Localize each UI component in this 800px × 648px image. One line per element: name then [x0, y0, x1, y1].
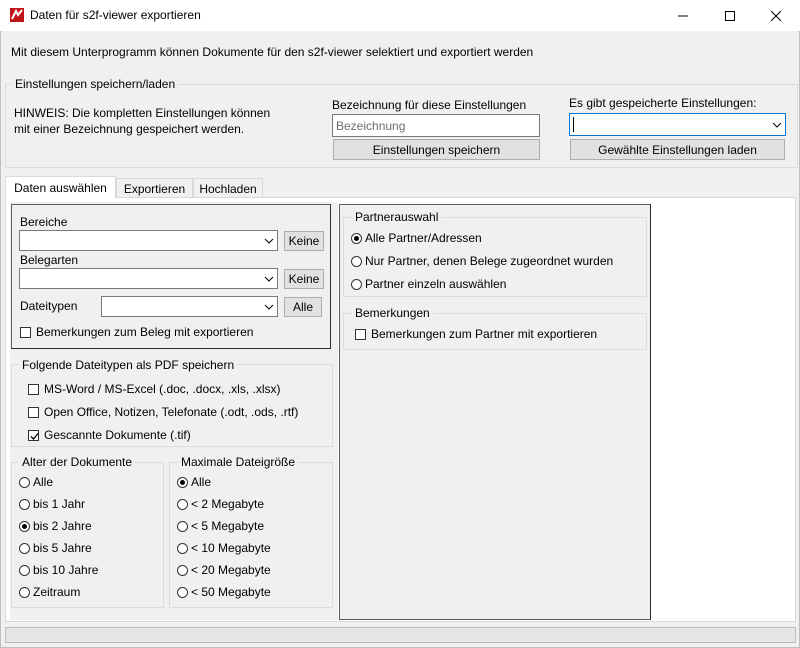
remarks-legend: Bemerkungen	[352, 306, 433, 320]
settings-legend: Einstellungen speichern/laden	[12, 77, 178, 91]
radio-dot	[19, 565, 30, 576]
age-option-zeitraum[interactable]	[19, 585, 80, 599]
right-area	[651, 204, 791, 620]
size-option-50mb[interactable]	[177, 585, 271, 599]
size-option-alle[interactable]	[177, 475, 211, 489]
bemerkungen-partner-checkbox[interactable]	[355, 327, 597, 341]
load-settings-button[interactable]: Gewählte Einstellungen laden	[570, 139, 785, 160]
pdf-scanned-label: Gescannte Dokumente (.tif)	[44, 428, 191, 442]
age-legend: Alter der Dokumente	[19, 455, 135, 469]
pdf-openoffice-label: Open Office, Notizen, Telefonate (.odt, .ods, .rtf)	[44, 405, 299, 419]
size-legend: Maximale Dateigröße	[178, 455, 298, 469]
radio-dot	[19, 521, 30, 532]
partner-option-label: Partner einzeln auswählen	[365, 277, 507, 291]
radio-dot	[177, 499, 188, 510]
age-option-label: Zeitraum	[33, 585, 81, 599]
dateitypen-select[interactable]	[101, 296, 278, 317]
bemerkungen-beleg-label: Bemerkungen zum Beleg mit exportieren	[36, 325, 254, 339]
radio-dot	[351, 279, 362, 290]
size-option-2mb[interactable]	[177, 497, 264, 511]
belegarten-keine-button[interactable]: Keine	[284, 269, 324, 289]
size-option-10mb[interactable]	[177, 541, 271, 555]
maximize-button[interactable]	[707, 0, 753, 31]
partner-option-belege[interactable]	[351, 254, 613, 268]
settings-name-placeholder: Bezeichnung	[336, 118, 406, 133]
partner-option-einzeln[interactable]	[351, 277, 506, 291]
size-option-label: Alle	[191, 475, 212, 489]
status-bar	[5, 627, 796, 643]
radio-dot	[351, 233, 362, 244]
partner-option-label: Alle Partner/Adressen	[365, 231, 482, 245]
checkmark-icon	[29, 431, 40, 442]
settings-name-label: Bezeichnung für diese Einstellungen	[332, 98, 527, 112]
partner-legend: Partnerauswahl	[352, 210, 441, 224]
dateitypen-label: Dateitypen	[20, 299, 78, 313]
chevron-down-icon	[772, 120, 782, 130]
window-title: Daten für s2f-viewer exportieren	[30, 8, 201, 22]
radio-dot	[177, 543, 188, 554]
bereiche-keine-button[interactable]: Keine	[284, 231, 324, 251]
partner-option-label: Nur Partner, denen Belege zugeordnet wurden	[365, 254, 614, 268]
age-option-label: bis 2 Jahre	[33, 519, 92, 533]
pdf-msword-label: MS-Word / MS-Excel (.doc, .docx, .xls, .xlsx)	[44, 382, 281, 396]
radio-dot	[351, 256, 362, 267]
saved-settings-label: Es gibt gespeicherte Einstellungen:	[569, 96, 757, 110]
tab-exportieren[interactable]: Exportieren	[116, 178, 193, 198]
belegarten-label: Belegarten	[20, 253, 79, 267]
age-option-10-jahre[interactable]	[19, 563, 98, 577]
size-option-label: < 5 Megabyte	[191, 519, 265, 533]
radio-dot	[19, 499, 30, 510]
dateitypen-alle-button[interactable]: Alle	[284, 297, 322, 317]
text-cursor	[573, 117, 574, 132]
title-bar	[0, 0, 800, 31]
age-option-label: bis 1 Jahr	[33, 497, 86, 511]
pdf-msword-checkbox[interactable]	[28, 382, 280, 396]
pdf-openoffice-checkbox[interactable]	[28, 405, 298, 419]
maximize-icon	[724, 10, 736, 22]
radio-dot	[177, 477, 188, 488]
bemerkungen-partner-label: Bemerkungen zum Partner mit exportieren	[371, 327, 598, 341]
close-button[interactable]	[753, 0, 799, 31]
chevron-down-icon	[264, 302, 274, 312]
bemerkungen-beleg-checkbox[interactable]	[20, 325, 253, 339]
settings-hint: HINWEIS: Die kompletten Einstellungen können	[14, 106, 271, 120]
minimize-button[interactable]	[660, 0, 706, 31]
age-option-label: bis 10 Jahre	[33, 563, 99, 577]
radio-dot	[177, 587, 188, 598]
saved-settings-select[interactable]	[569, 113, 786, 136]
checkbox-box	[20, 327, 31, 338]
pdf-scanned-checkbox[interactable]	[28, 428, 191, 442]
close-icon	[770, 10, 782, 22]
pdf-types-legend: Folgende Dateitypen als PDF speichern	[19, 358, 237, 372]
size-option-label: < 2 Megabyte	[191, 497, 265, 511]
tab-daten-auswaehlen[interactable]: Daten auswählen	[5, 176, 116, 198]
checkbox-box	[28, 384, 39, 395]
save-settings-button[interactable]: Einstellungen speichern	[333, 139, 540, 160]
settings-hint-2: mit einer Bezeichnung gespeichert werden.	[14, 122, 245, 136]
age-option-2-jahre[interactable]	[19, 519, 92, 533]
checkbox-box	[355, 329, 366, 340]
belegarten-select[interactable]	[19, 268, 278, 289]
age-option-label: Alle	[33, 475, 54, 489]
settings-name-input[interactable]	[332, 114, 540, 137]
intro-text: Mit diesem Unterprogramm können Dokumente für den s2f-viewer selektiert und exportiert werden	[11, 45, 534, 59]
checkbox-box	[28, 407, 39, 418]
checkbox-box	[28, 430, 39, 441]
size-option-label: < 10 Megabyte	[191, 541, 271, 555]
partner-option-alle[interactable]	[351, 231, 482, 245]
radio-dot	[19, 587, 30, 598]
age-option-5-jahre[interactable]	[19, 541, 92, 555]
size-option-label: < 20 Megabyte	[191, 563, 271, 577]
age-option-1-jahr[interactable]	[19, 497, 85, 511]
radio-dot	[177, 565, 188, 576]
age-option-label: bis 5 Jahre	[33, 541, 92, 555]
chevron-down-icon	[264, 236, 274, 246]
age-option-alle[interactable]	[19, 475, 53, 489]
bereiche-select[interactable]	[19, 230, 278, 251]
app-icon	[9, 7, 25, 23]
chevron-down-icon	[264, 274, 274, 284]
radio-dot	[19, 543, 30, 554]
size-option-label: < 50 Megabyte	[191, 585, 271, 599]
size-option-5mb[interactable]	[177, 519, 264, 533]
minimize-icon	[677, 10, 689, 22]
tab-hochladen[interactable]: Hochladen	[193, 178, 263, 198]
size-option-20mb[interactable]	[177, 563, 271, 577]
radio-dot	[177, 521, 188, 532]
radio-dot	[19, 477, 30, 488]
bereiche-label: Bereiche	[20, 215, 68, 229]
